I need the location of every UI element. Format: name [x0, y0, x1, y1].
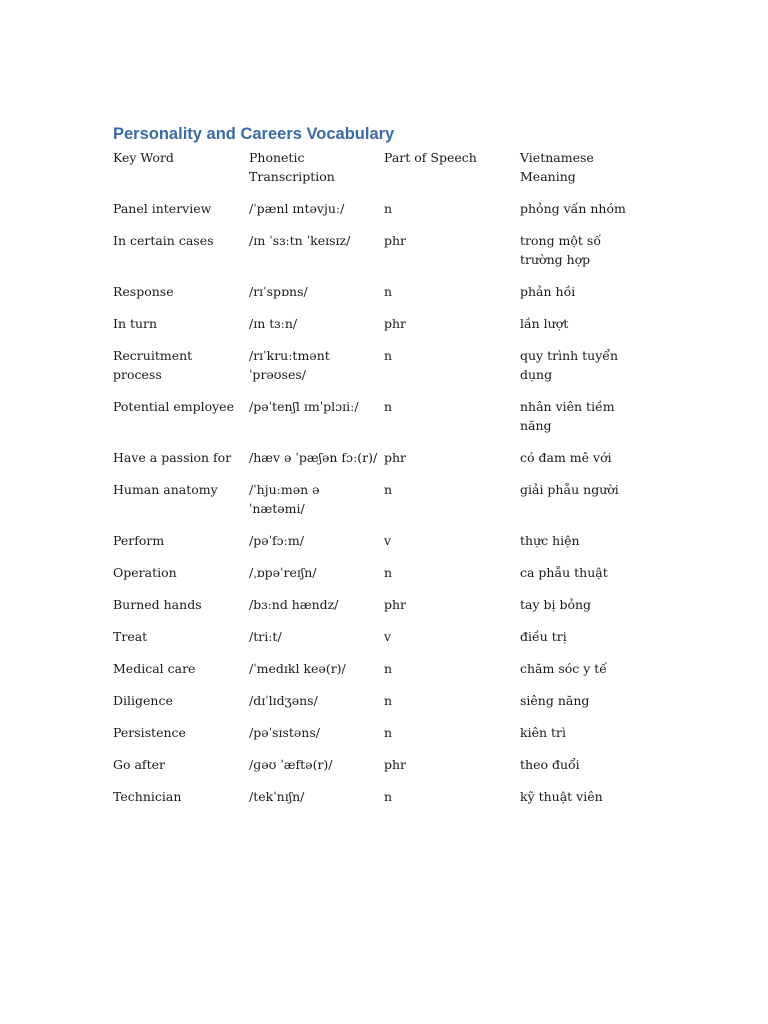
- cell-key-word: Burned hands: [113, 597, 202, 612]
- table-row: [113, 282, 653, 301]
- vocabulary-table: [113, 148, 653, 819]
- table-row: [113, 199, 653, 218]
- table-row: [113, 563, 653, 582]
- cell-meaning: thực hiện: [520, 533, 580, 548]
- cell-phonetic: /triːt/: [249, 629, 282, 644]
- table-row: [113, 480, 653, 518]
- cell-key-word: Diligence: [113, 693, 173, 708]
- cell-key-word: In turn: [113, 316, 158, 331]
- table-row: [113, 723, 653, 742]
- cell-part-of-speech: n: [384, 399, 393, 414]
- cell-part-of-speech: phr: [384, 757, 407, 772]
- cell-key-word: Operation: [113, 565, 177, 580]
- cell-meaning: chăm sóc y tế: [520, 661, 607, 676]
- cell-part-of-speech: phr: [384, 316, 407, 331]
- cell-meaning: có đam mê với: [520, 450, 612, 465]
- cell-key-word: Medical care: [113, 661, 196, 676]
- cell-phonetic: /pəˈtenʃl ɪmˈplɔɪiː/: [249, 399, 359, 414]
- cell-phonetic: /ˈmedɪkl keə(r)/: [249, 661, 346, 676]
- cell-part-of-speech: n: [384, 348, 393, 363]
- cell-part-of-speech: v: [384, 533, 392, 548]
- table-row: [113, 595, 653, 614]
- cell-phonetic: /ɡəʊ ˈæftə(r)/: [249, 757, 333, 772]
- cell-meaning: phỏng vấn nhóm: [520, 201, 626, 216]
- cell-part-of-speech: phr: [384, 233, 407, 248]
- cell-meaning: nhân viên tiềm năng: [520, 399, 615, 433]
- cell-key-word: Perform: [113, 533, 165, 548]
- cell-meaning: trong một số trường hợp: [520, 233, 601, 267]
- cell-key-word: Have a passion for: [113, 450, 232, 465]
- cell-phonetic: /bɜːnd hændz/: [249, 597, 339, 612]
- cell-meaning: kỹ thuật viên: [520, 789, 603, 804]
- cell-meaning: quy trình tuyển dụng: [520, 348, 619, 382]
- cell-key-word: Recruitment process: [113, 348, 193, 382]
- cell-part-of-speech: n: [384, 725, 393, 740]
- cell-meaning: theo đuổi: [520, 757, 580, 772]
- cell-key-word: Technician: [113, 789, 182, 804]
- header-meaning: Vietnamese Meaning: [520, 150, 594, 184]
- cell-phonetic: /pəˈfɔːm/: [249, 533, 304, 548]
- cell-part-of-speech: v: [384, 629, 392, 644]
- cell-meaning: tay bị bỏng: [520, 597, 592, 612]
- table-body: [113, 199, 653, 806]
- table-row: [113, 627, 653, 646]
- cell-phonetic: /hæv ə ˈpæʃən fɔː(r)/: [249, 450, 378, 465]
- cell-phonetic: /pəˈsɪstəns/: [249, 725, 320, 740]
- table-row: [113, 231, 653, 269]
- cell-part-of-speech: n: [384, 565, 393, 580]
- table-row: [113, 531, 653, 550]
- cell-phonetic: /tekˈnɪʃn/: [249, 789, 305, 804]
- cell-phonetic: /dɪˈlɪdʒəns/: [249, 693, 318, 708]
- table-row: [113, 346, 653, 384]
- cell-part-of-speech: phr: [384, 450, 407, 465]
- cell-phonetic: /ɪn tɜːn/: [249, 316, 298, 331]
- table-row: [113, 659, 653, 678]
- cell-phonetic: /ˈhjuːmən ə ˈnætəmi/: [249, 482, 320, 516]
- cell-key-word: Human anatomy: [113, 482, 218, 497]
- table-row: [113, 691, 653, 710]
- cell-phonetic: /ɪn ˈsɜːtn ˈkeɪsɪz/: [249, 233, 351, 248]
- cell-part-of-speech: n: [384, 789, 393, 804]
- table-row: [113, 397, 653, 435]
- table-row: [113, 787, 653, 806]
- header-key-word: Key Word: [113, 150, 174, 165]
- cell-key-word: In certain cases: [113, 233, 214, 248]
- cell-key-word: Persistence: [113, 725, 186, 740]
- cell-part-of-speech: n: [384, 201, 393, 216]
- cell-key-word: Panel interview: [113, 201, 212, 216]
- cell-meaning: điều trị: [520, 629, 567, 644]
- table-header-row: [113, 148, 653, 186]
- cell-key-word: Potential employee: [113, 399, 234, 414]
- cell-meaning: phản hồi: [520, 284, 576, 299]
- cell-part-of-speech: phr: [384, 597, 407, 612]
- cell-meaning: siêng năng: [520, 693, 590, 708]
- cell-part-of-speech: n: [384, 482, 393, 497]
- cell-meaning: kiên trì: [520, 725, 566, 740]
- cell-meaning: ca phẫu thuật: [520, 565, 608, 580]
- header-phonetic: Phonetic Transcription: [249, 150, 335, 184]
- table-row: [113, 755, 653, 774]
- cell-key-word: Go after: [113, 757, 165, 772]
- table-row: [113, 314, 653, 333]
- cell-meaning: lần lượt: [520, 316, 569, 331]
- cell-phonetic: /rɪˈspɒns/: [249, 284, 308, 299]
- cell-phonetic: /rɪˈkruːtmənt ˈprəʊses/: [249, 348, 330, 382]
- cell-part-of-speech: n: [384, 693, 393, 708]
- cell-phonetic: /ˌɒpəˈreɪʃn/: [249, 565, 317, 580]
- cell-part-of-speech: n: [384, 661, 393, 676]
- table-row: [113, 448, 653, 467]
- cell-part-of-speech: n: [384, 284, 393, 299]
- cell-phonetic: /ˈpænl ɪntəvjuː/: [249, 201, 345, 216]
- header-part-of-speech: Part of Speech: [384, 150, 477, 165]
- cell-key-word: Treat: [113, 629, 148, 644]
- document-title: Personality and Careers Vocabulary: [113, 125, 395, 143]
- cell-key-word: Response: [113, 284, 174, 299]
- cell-meaning: giải phẫu người: [520, 482, 619, 497]
